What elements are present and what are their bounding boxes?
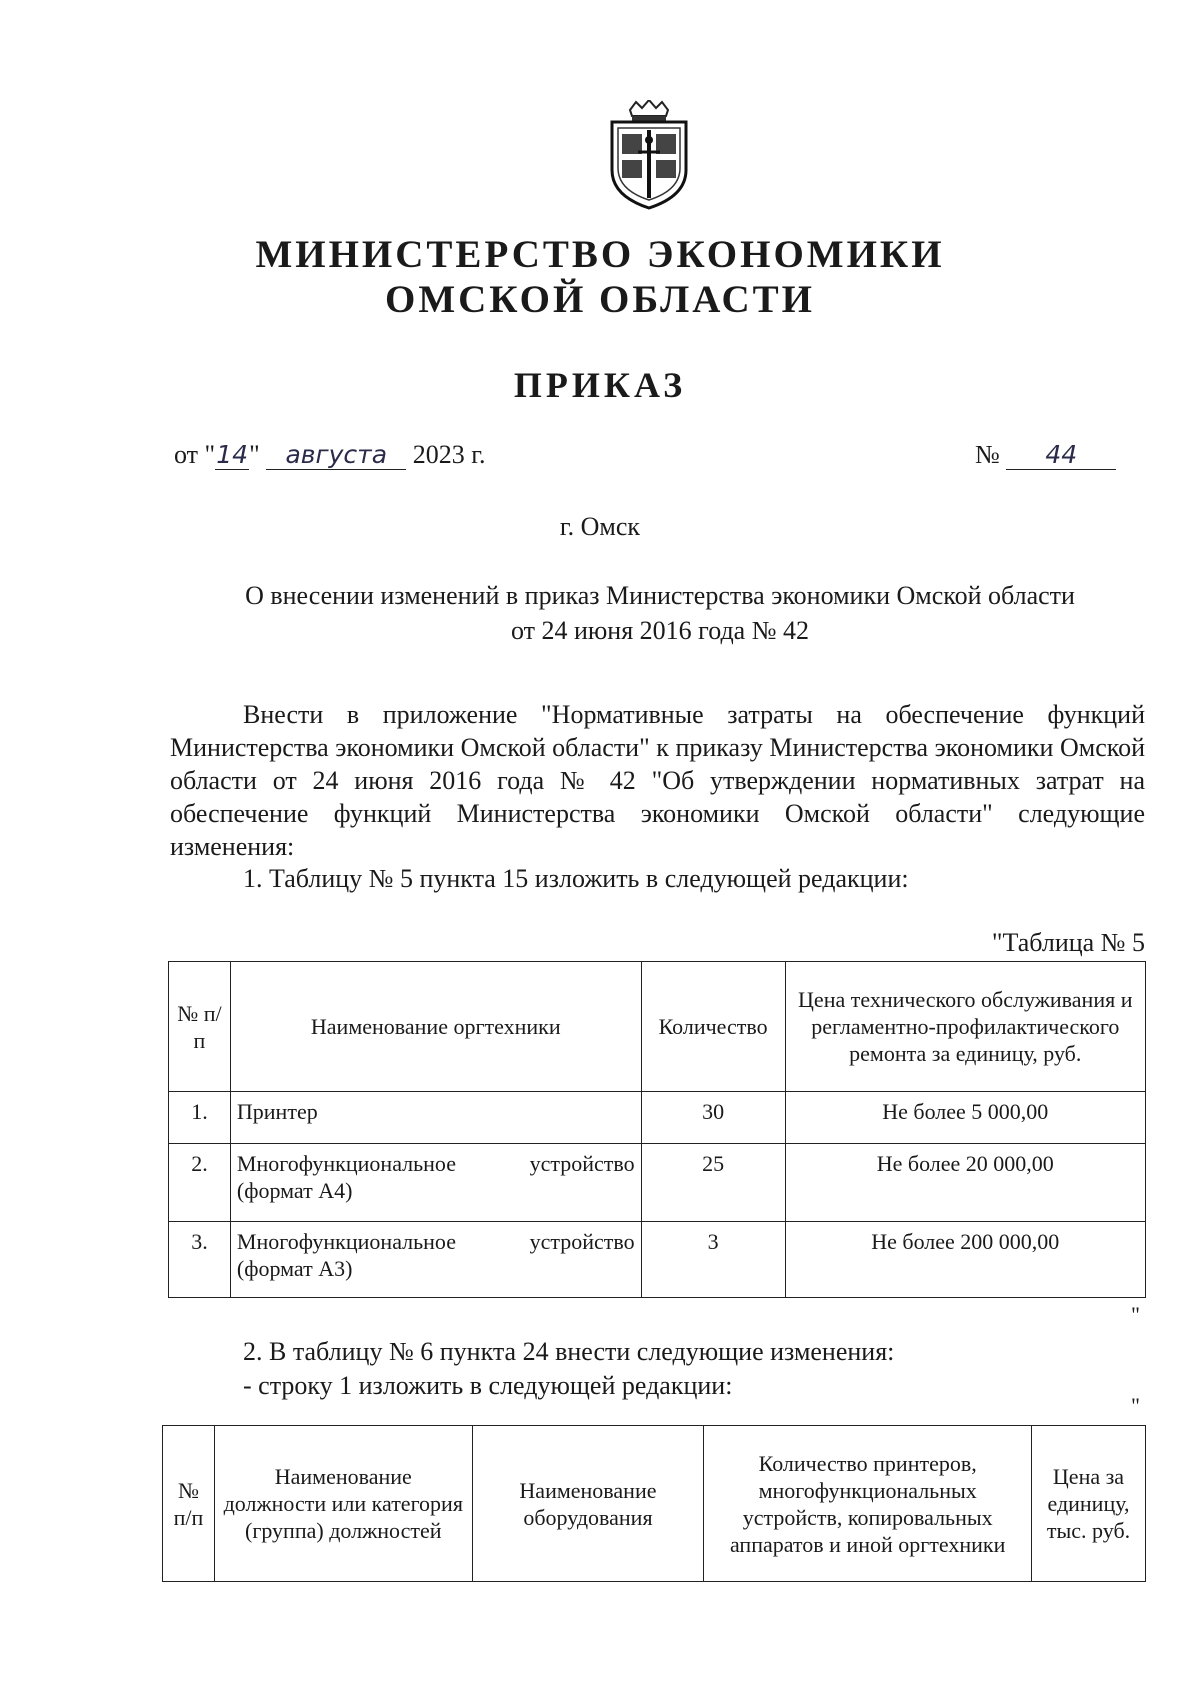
- ministry-name-line1: МИНИСТЕРСТВО ЭКОНОМИКИ: [255, 233, 945, 276]
- date-day: 14: [216, 440, 249, 469]
- date-month: августа: [266, 440, 406, 470]
- city: г. Омск: [559, 512, 641, 541]
- table-5: [168, 961, 1146, 1298]
- row-name-part1: Многофункциональное: [236, 1229, 456, 1254]
- table6-header-num: № п/п: [163, 1426, 215, 1582]
- table6-opening-quote: ": [1131, 1393, 1140, 1418]
- row-name-part3: (формат А3): [236, 1256, 353, 1281]
- body-paragraph-text: Внести в приложение "Нормативные затраты на обеспечение функций Министерства экономики Омской области" к приказу Министерства экономики Омской области от 24 июня 2016 года № 42 "Об утверждении нормативных затрат на обеспечение функций Министерства экономики Омской области" следующие изменения:: [170, 700, 1145, 861]
- table5-header-num: № п/п: [169, 962, 231, 1092]
- row-qty: 3: [641, 1222, 785, 1298]
- row-name: Принтер: [230, 1092, 641, 1144]
- row-name-part2: устройство: [529, 1229, 635, 1254]
- table5-header-price: Цена технического обслуживания и регламентно-профилактического ремонта за единицу, руб.: [785, 962, 1145, 1092]
- order-subject: О внесении изменений в приказ Министерства экономики Омской области от 24 июня 2016 года № 42: [245, 581, 1075, 645]
- table6-header-count: Количество принтеров, многофункциональных устройств, копировальных аппаратов и иной оргтехники: [704, 1426, 1032, 1582]
- table5-header-name: Наименование оргтехники: [230, 962, 641, 1092]
- table-row: [169, 1222, 1146, 1298]
- item-2: [243, 1335, 894, 1403]
- row-qty: 25: [641, 1144, 785, 1222]
- row-price: Не более 5 000,00: [785, 1092, 1145, 1144]
- number-value: 44: [1006, 440, 1116, 470]
- ministry-name-line2: ОМСКОЙ ОБЛАСТИ: [385, 278, 815, 321]
- date-prefix: от ": [174, 440, 216, 469]
- table5-caption: "Таблица № 5: [991, 928, 1145, 957]
- row-name-part1: Многофункциональное: [236, 1151, 456, 1176]
- table6-header-row: [163, 1426, 1146, 1582]
- row-name: [230, 1222, 641, 1298]
- table5-header-qty: Количество: [641, 962, 785, 1092]
- table6-header-price: Цена за единицу, тыс. руб.: [1032, 1426, 1146, 1582]
- table5-header-row: [169, 962, 1146, 1092]
- row-name-part2: устройство: [529, 1151, 635, 1176]
- item-2-line2: - строку 1 изложить в следующей редакции:: [243, 1371, 733, 1400]
- row-price: Не более 20 000,00: [785, 1144, 1145, 1222]
- omsk-coat-of-arms-icon: [606, 100, 692, 210]
- date-mid: ": [249, 440, 260, 469]
- row-num: 2.: [169, 1144, 231, 1222]
- row-num: 3.: [169, 1222, 231, 1298]
- row-price: Не более 200 000,00: [785, 1222, 1145, 1298]
- table6-header-equipment: Наименование оборудования: [472, 1426, 704, 1582]
- order-number: [975, 440, 1116, 470]
- row-name: [230, 1144, 641, 1222]
- document-type-title: ПРИКАЗ: [513, 365, 687, 405]
- table-6: [162, 1425, 1146, 1582]
- table5-closing-quote: ": [1131, 1302, 1140, 1327]
- item-2-line1: 2. В таблицу № 6 пункта 24 внести следующие изменения:: [243, 1337, 895, 1366]
- table-row: [169, 1144, 1146, 1222]
- table-row: [169, 1092, 1146, 1144]
- row-name-part3: (формат А4): [236, 1178, 353, 1203]
- date-year: 2023 г.: [412, 440, 486, 469]
- row-num: 1.: [169, 1092, 231, 1144]
- order-date: [174, 440, 486, 470]
- body-paragraph: [170, 698, 1145, 863]
- row-qty: 30: [641, 1092, 785, 1144]
- item-1: 1. Таблицу № 5 пункта 15 изложить в следующей редакции:: [243, 864, 909, 893]
- table6-header-position: Наименование должности или категория (группа) должностей: [214, 1426, 472, 1582]
- number-prefix: №: [975, 440, 1000, 469]
